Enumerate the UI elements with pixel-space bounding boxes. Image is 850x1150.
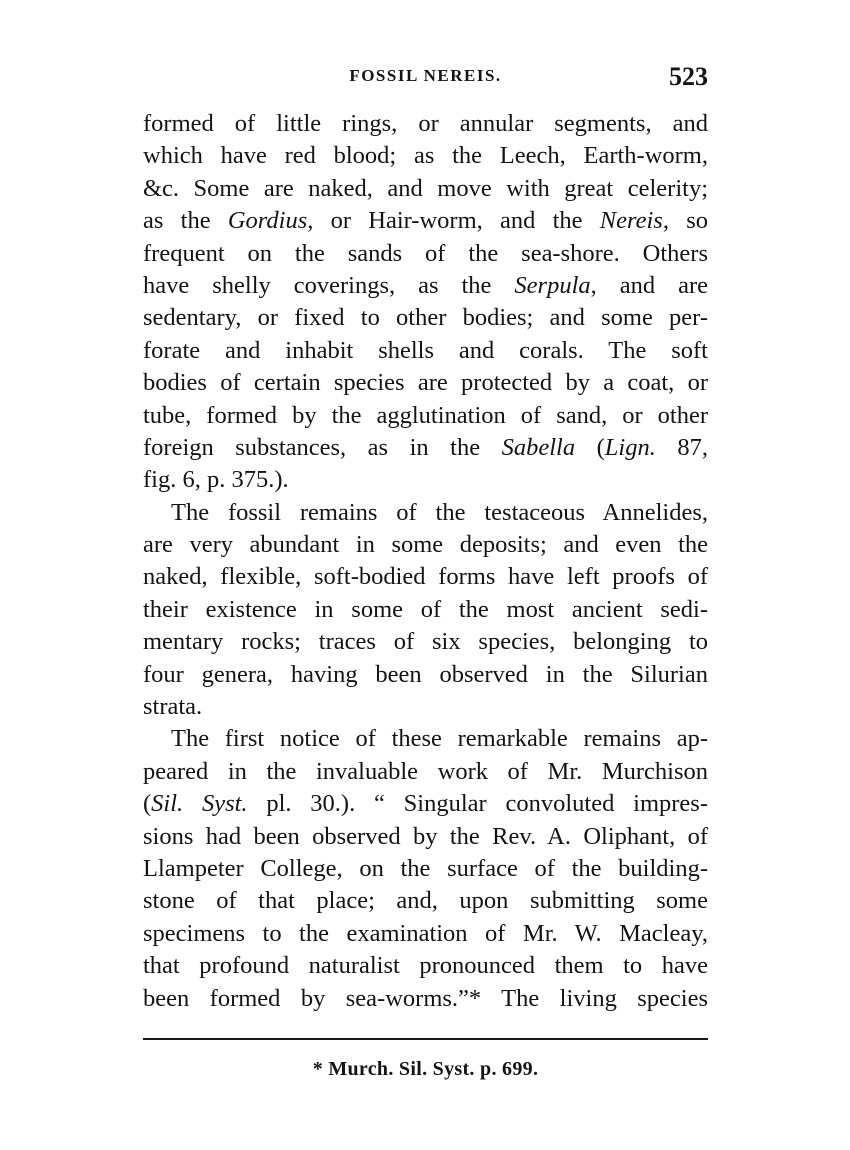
text-line [143,561,708,593]
italic-text: Nereis [599,207,663,235]
text-run: specimens to the examination of Mr. W. Macleay, [143,919,708,947]
text-run: pl. 30.). “ Singular convoluted impres- [247,790,708,818]
text-run: bodies of certain species are protected by a coat, or [143,369,708,397]
text-line [143,626,708,658]
text-run: sions had been observed by the Rev. A. Oliphant, of [143,822,708,850]
text-run: have shelly coverings, as the [143,271,515,299]
text-run: peared in the invaluable work of Mr. Murchison [143,757,708,785]
text-line [143,270,708,302]
text-run: fig. 6, p. 375.). [143,466,289,494]
text-line [143,302,708,334]
text-run: their existence in some of the most ancient sedi- [143,595,708,623]
italic-text: Sil. Syst. [151,790,248,818]
footnote-rule [143,1038,708,1040]
text-line [143,885,708,917]
text-run: been formed by sea-worms.”* The living species [143,984,708,1012]
text-run: mentary rocks; traces of six species, belonging to [143,628,708,656]
text-line [143,497,708,529]
running-header [143,64,708,100]
text-run: , so [662,207,708,235]
text-run: , and are [590,271,708,299]
text-line [143,788,708,820]
text-line [143,659,708,691]
text-line [143,108,708,140]
text-line [143,853,708,885]
text-run: tube, formed by the agglutination of sand, or other [143,401,708,429]
text-line [143,400,708,432]
text-run: four genera, having been observed in the Silurian [143,660,708,688]
text-line [143,918,708,950]
text-line [143,432,708,464]
text-run: , or Hair-worm, and the [307,207,600,235]
text-line [143,464,708,496]
text-run: strata. [143,693,203,721]
text-run: that profound naturalist pronounced them to have [143,952,708,980]
text-run: The fossil remains of the testaceous Annelides, [171,498,708,526]
text-run: ( [575,433,605,461]
text-line [143,983,708,1015]
text-line [143,594,708,626]
text-line [143,691,708,723]
text-run: foreign substances, as in the [143,433,502,461]
text-line [143,950,708,982]
text-run: 87, [655,433,708,461]
text-run: formed of little rings, or annular segments, and [143,110,708,137]
text-run: sedentary, or fixed to other bodies; and some per- [143,304,708,332]
text-line [143,821,708,853]
text-run: stone of that place; and, upon submitting some [143,887,708,915]
text-line [143,238,708,270]
italic-text: Lign. [604,433,656,461]
text-line [143,756,708,788]
text-line [143,173,708,205]
text-run: as the [143,207,228,235]
text-line [143,367,708,399]
text-line [143,529,708,561]
footnote: * Murch. Sil. Syst. p. 699. [312,1058,539,1080]
italic-text: Sabella [501,433,576,461]
text-line [143,723,708,755]
text-run: are very abundant in some deposits; and even the [143,531,708,559]
text-run: Llampeter College, on the surface of the building- [143,854,708,882]
italic-text: Gordius [227,207,308,235]
running-title: FOSSIL NEREIS. [349,66,502,85]
text-run: The first notice of these remarkable remains ap- [171,725,708,753]
body-text [143,108,708,1015]
page-number: 523 [669,62,708,91]
italic-text: Serpula [514,271,591,299]
text-run: ( [143,790,152,818]
text-line [143,205,708,237]
text-line [143,140,708,172]
text-run: naked, flexible, soft-bodied forms have left proofs of [143,563,708,591]
text-run: which have red blood; as the Leech, Earth-worm, [143,142,708,170]
text-run: &c. Some are naked, and move with great celerity; [143,174,708,202]
text-line [143,335,708,367]
text-run: forate and inhabit shells and corals. The soft [143,336,708,364]
text-run: frequent on the sands of the sea-shore. Others [143,239,708,267]
